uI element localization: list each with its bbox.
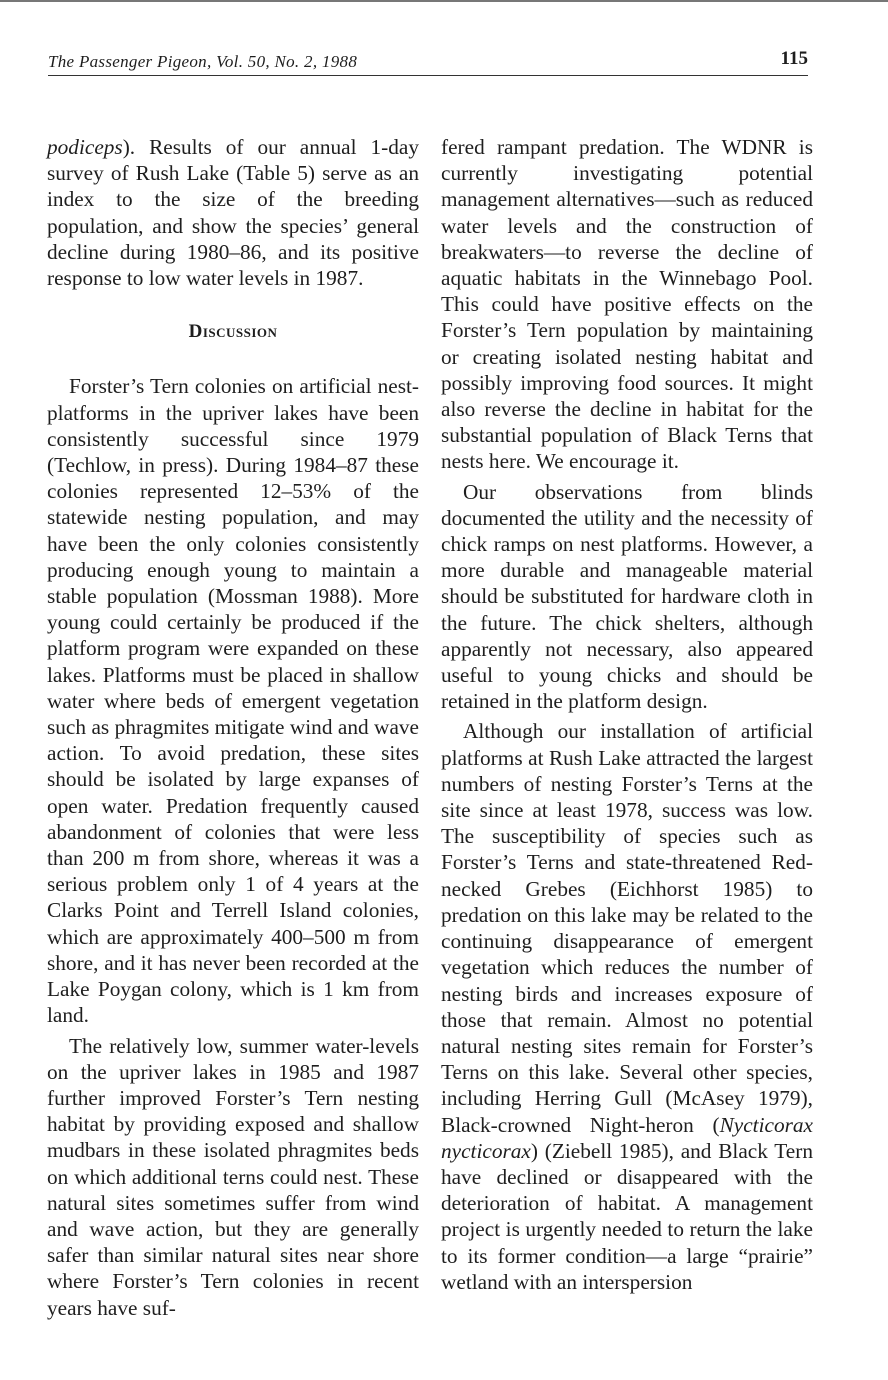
page-top-edge bbox=[0, 0, 888, 2]
right-column bbox=[441, 134, 813, 1295]
section-heading: Discussion bbox=[188, 321, 278, 343]
paragraph: Forster’s Tern colonies on artificial nest-platforms in the upriver lakes have been consistently successful since 1979 (Techlow, in press). During 1984–87 these colonies represented 12–53% of the statewide nesting population, and may have been the only colonies consistently producing enough young to maintain a stable population (Mossman 1988). More young could certainly be produced if the platform program were expanded on these lakes. Platforms must be placed in shallow water where beds of emergent vegetation such as phragmites mitigate wind and wave action. To avoid predation, these sites should be isolated by large expanses of open water. Predation frequently caused abandonment of colonies that were less than 200 m from shore, whereas it was a serious problem only 1 of 4 years at the Clarks Point and Terrell Island colonies, which are approximately 400–500 m from shore, and it has never been recorded at the Lake Poygan colony, which is 1 km from land. bbox=[47, 374, 419, 1028]
species-name-italic: Nycticorax nycticorax bbox=[441, 1112, 813, 1163]
journal-citation: The Passenger Pigeon, Vol. 50, No. 2, 1988 bbox=[48, 52, 358, 71]
paragraph-continued: fered rampant predation. The WDNR is currently investigating potential management alternatives—such as reduced water levels and the construction of breakwaters—to reverse the decline of aquatic habitats in the Winnebago Pool. This could have positive effects on the Forster’s Tern population by maintaining or creating isolated nesting habitat and possibly improving food sources. It might also reverse the decline in habitat for the substantial population of Black Terns that nests here. We encourage it. bbox=[441, 135, 813, 474]
paragraph: Our observations from blinds documented the utility and the necessity of chick ramps on nest platforms. However, a more durable and manageable material should be substituted for hardware cloth in the future. The chick shelters, although apparently not necessary, also appeared useful to young chicks and should be retained in the platform design. bbox=[441, 479, 813, 714]
paragraph: The relatively low, summer water-levels on the upriver lakes in 1985 and 1987 further improved Forster’s Tern nesting habitat by providing exposed and shallow mudbars in these isolated phragmites beds on which additional terns could nest. These natural sites sometimes suffer from wind and wave action, but they are generally safer than similar natural sites near shore where Forster’s Tern colonies in recent years have suf- bbox=[47, 1033, 419, 1320]
paragraph-text: ) (Ziebell 1985), and Black Tern have declined or disappeared with the deterioration of habitat. A management project is urgently needed to return the lake to its former condition—a large “prairie” wetland with an interspersion bbox=[441, 1138, 813, 1294]
paragraph-text: Although our installation of artificial platforms at Rush Lake attracted the largest numbers of nesting Forster’s Terns at the site since at least 1978, success was low. The susceptibility of species such as Forster’s Terns and state-threatened Red-necked Grebes (Eichhorst 1985) to predation on this lake may be related to the continuing disappearance of emergent vegetation which reduces the number of nesting birds and increases exposure of those that remain. Almost no potential natural nesting sites remain for Forster’s Terns on this lake. Several other species, including Herring Gull (McAsey 1979), Black-crowned Night-heron ( bbox=[441, 719, 813, 1137]
left-column bbox=[47, 134, 419, 1321]
page-number: 115 bbox=[780, 48, 808, 69]
paragraph-continued bbox=[47, 134, 419, 291]
species-name-italic: podiceps bbox=[47, 135, 123, 159]
header-rule bbox=[48, 75, 808, 76]
paragraph-text: ). Results of our annual 1-day survey of Rush Lake (Table 5) serve as an index to the size of the breeding population, and show the species’ general decline during 1980–86, and its positive response to low water levels in 1987. bbox=[47, 135, 419, 291]
running-header bbox=[48, 48, 808, 76]
paragraph bbox=[441, 718, 813, 1294]
